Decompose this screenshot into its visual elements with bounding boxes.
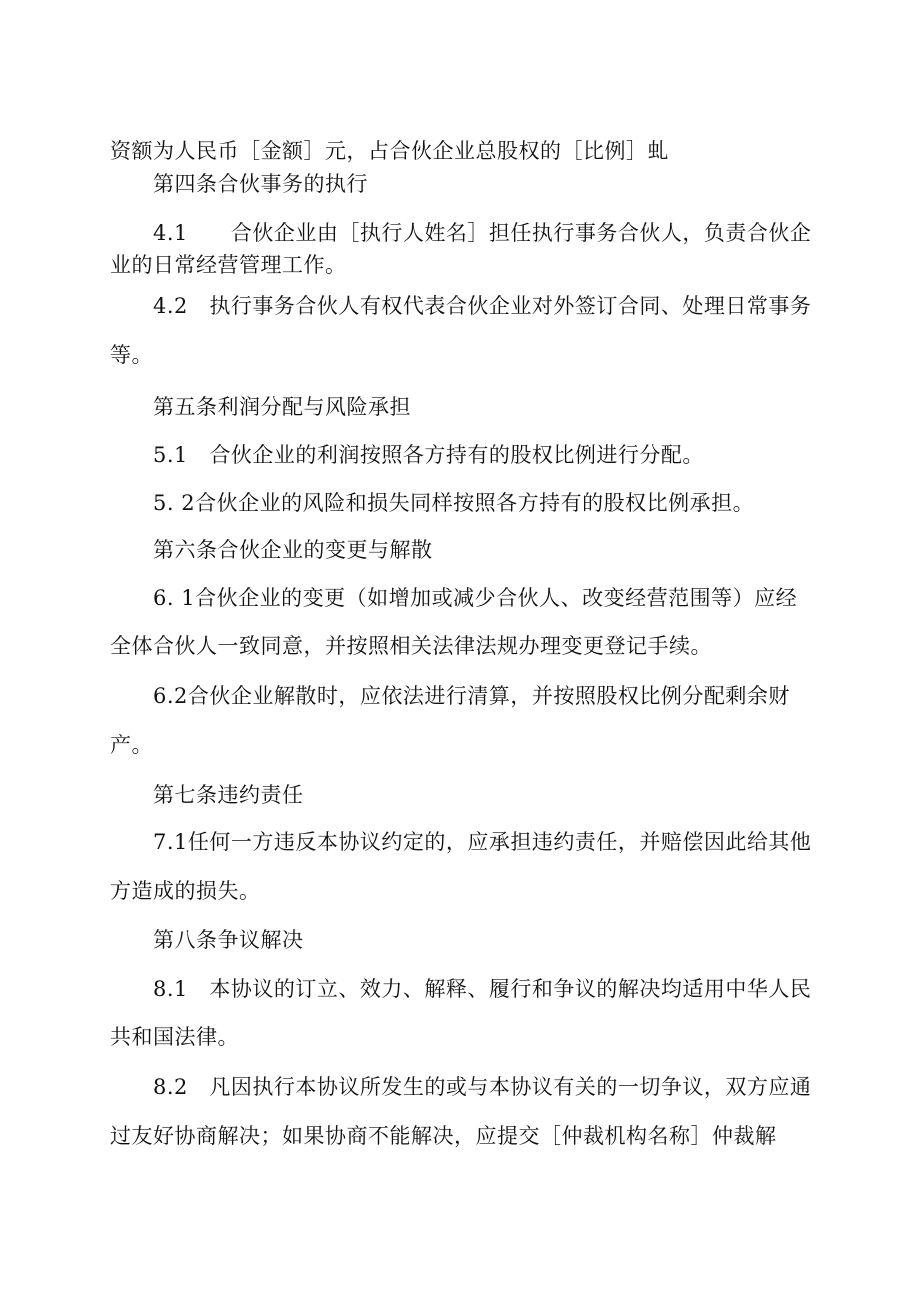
clause-6-2-line-2: 产。 bbox=[110, 733, 153, 757]
clause-8-1-line-2: 共和国法律。 bbox=[110, 1025, 239, 1049]
clause-4-1-line-2: 业的日常经营管理工作。 bbox=[110, 253, 347, 277]
clause-5-2: 5. 2合伙企业的风险和损失同样按照各方持有的股权比例承担。 bbox=[153, 491, 755, 515]
clause-6-1-line-1: 6. 1合伙企业的变更（如增加或减少合伙人、改变经营范围等）应经 bbox=[153, 586, 798, 610]
clause-4-1-line-1: 4.1 合伙企业由［执行人姓名］担任执行事务合伙人，负责合伙企 bbox=[153, 221, 812, 245]
section-heading-5: 第五条利润分配与风险承担 bbox=[153, 395, 411, 419]
clause-4-2-line-1: 4.2 执行事务合伙人有权代表合伙企业对外签订合同、处理日常事务 bbox=[153, 294, 812, 318]
section-heading-6: 第六条合伙企业的变更与解散 bbox=[153, 538, 433, 562]
clause-6-1-line-2: 全体合伙人一致同意，并按照相关法律法规办理变更登记手续。 bbox=[110, 634, 712, 658]
clause-6-2-line-1: 6.2合伙企业解散时，应依法进行清算，并按照股权比例分配剩余财 bbox=[153, 684, 790, 708]
clause-7-1-line-2: 方造成的损失。 bbox=[110, 879, 261, 903]
section-heading-7: 第七条违约责任 bbox=[153, 783, 304, 807]
clause-4-2-line-2: 等。 bbox=[110, 343, 153, 367]
clause-8-2-line-1: 8.2 凡因执行本协议所发生的或与本协议有关的一切争议，双方应通 bbox=[153, 1075, 812, 1099]
section-heading-8: 第八条争议解决 bbox=[153, 928, 304, 952]
section-heading-4: 第四条合伙事务的执行 bbox=[153, 172, 368, 196]
clause-5-1: 5.1 合伙企业的利润按照各方持有的股权比例进行分配。 bbox=[153, 443, 704, 467]
clause-8-1-line-1: 8.1 本协议的订立、效力、解释、履行和争议的解决均适用中华人民 bbox=[153, 977, 812, 1001]
clause-7-1-line-1: 7.1任何一方违反本协议约定的，应承担违约责任，并赔偿因此给其他 bbox=[153, 830, 812, 854]
clause-8-2-line-2: 过友好协商解决；如果协商不能解决，应提交［仲裁机构名称］仲裁解 bbox=[110, 1124, 777, 1148]
paragraph-line-1: 资额为人民币［金额］元，占合伙企业总股权的［比例］虬 bbox=[110, 139, 669, 163]
